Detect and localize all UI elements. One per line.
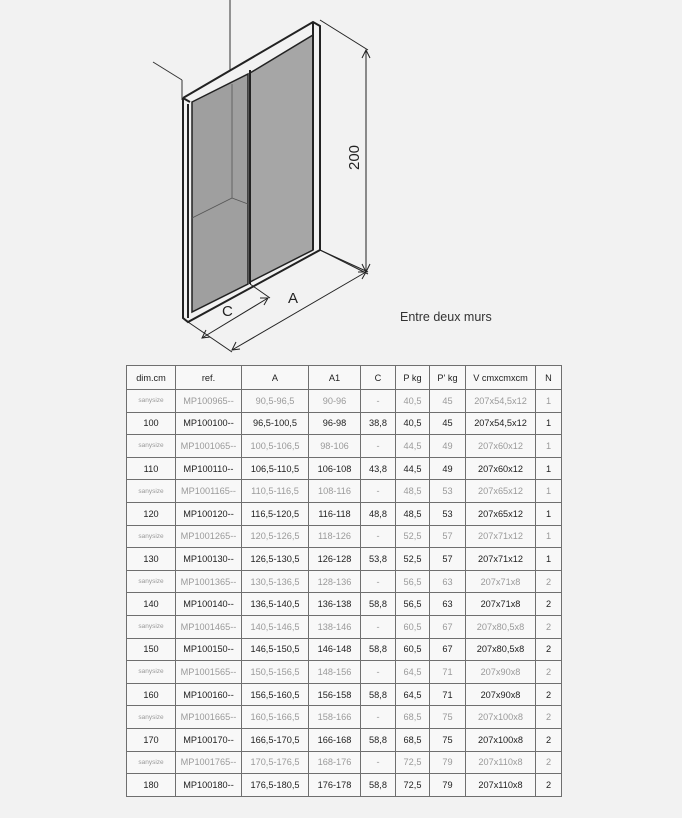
cell-p: 40,5 xyxy=(396,412,430,435)
cell-a1: 108-116 xyxy=(309,480,361,503)
label-c: C xyxy=(222,303,233,320)
cell-c: 43,8 xyxy=(361,457,396,480)
cell-a: 146,5-150,5 xyxy=(242,638,309,661)
table-row xyxy=(127,390,562,413)
cell-c: - xyxy=(361,706,396,729)
cell-a: 116,5-120,5 xyxy=(242,502,309,525)
cell-a1: 146-148 xyxy=(309,638,361,661)
cell-n: 1 xyxy=(536,457,562,480)
table-body xyxy=(127,390,562,797)
cell-a1: 158-166 xyxy=(309,706,361,729)
cell-pp: 75 xyxy=(430,728,466,751)
cell-dim: sanysize xyxy=(127,570,176,593)
cell-pp: 63 xyxy=(430,593,466,616)
cell-p: 44,5 xyxy=(396,457,430,480)
cell-p: 64,5 xyxy=(396,683,430,706)
cell-c: - xyxy=(361,480,396,503)
cell-a: 96,5-100,5 xyxy=(242,412,309,435)
table-row xyxy=(127,615,562,638)
cell-pp: 53 xyxy=(430,480,466,503)
header-n: N xyxy=(536,366,562,390)
cell-p: 56,5 xyxy=(396,593,430,616)
cell-n: 2 xyxy=(536,593,562,616)
cell-v: 207x71x12 xyxy=(466,548,536,571)
cell-c: 38,8 xyxy=(361,412,396,435)
table-header-row xyxy=(127,366,562,390)
cell-v: 207x71x8 xyxy=(466,593,536,616)
cell-a: 166,5-170,5 xyxy=(242,728,309,751)
table-row xyxy=(127,457,562,480)
table-row xyxy=(127,661,562,684)
cell-a1: 176-178 xyxy=(309,774,361,797)
cell-p: 68,5 xyxy=(396,728,430,751)
cell-p: 48,5 xyxy=(396,480,430,503)
cell-a1: 168-176 xyxy=(309,751,361,774)
cell-pp: 49 xyxy=(430,457,466,480)
cell-p: 68,5 xyxy=(396,706,430,729)
cell-c: 58,8 xyxy=(361,774,396,797)
cell-a: 140,5-146,5 xyxy=(242,615,309,638)
cell-ref: MP100110-- xyxy=(176,457,242,480)
cell-c: 58,8 xyxy=(361,683,396,706)
table-row xyxy=(127,548,562,571)
cell-ref: MP1001465-- xyxy=(176,615,242,638)
cell-ref: MP100150-- xyxy=(176,638,242,661)
cell-n: 2 xyxy=(536,661,562,684)
cell-p: 56,5 xyxy=(396,570,430,593)
cell-a: 170,5-176,5 xyxy=(242,751,309,774)
cell-n: 2 xyxy=(536,728,562,751)
cell-dim: 120 xyxy=(127,502,176,525)
cell-a: 126,5-130,5 xyxy=(242,548,309,571)
cell-dim: 150 xyxy=(127,638,176,661)
cell-v: 207x65x12 xyxy=(466,502,536,525)
cell-ref: MP1001665-- xyxy=(176,706,242,729)
cell-ref: MP100120-- xyxy=(176,502,242,525)
cell-a: 136,5-140,5 xyxy=(242,593,309,616)
cell-ref: MP1001165-- xyxy=(176,480,242,503)
cell-pp: 45 xyxy=(430,412,466,435)
cell-v: 207x60x12 xyxy=(466,435,536,458)
cell-ref: MP1001265-- xyxy=(176,525,242,548)
table-row xyxy=(127,751,562,774)
cell-v: 207x90x8 xyxy=(466,683,536,706)
cell-v: 207x80,5x8 xyxy=(466,615,536,638)
cell-pp: 75 xyxy=(430,706,466,729)
cell-c: 48,8 xyxy=(361,502,396,525)
cell-a1: 166-168 xyxy=(309,728,361,751)
cell-pp: 67 xyxy=(430,638,466,661)
cell-n: 1 xyxy=(536,390,562,413)
cell-v: 207x65x12 xyxy=(466,480,536,503)
cell-a1: 118-126 xyxy=(309,525,361,548)
table-row xyxy=(127,638,562,661)
cell-dim: 170 xyxy=(127,728,176,751)
glass-panel-sliding xyxy=(250,35,313,282)
cell-p: 72,5 xyxy=(396,751,430,774)
cell-a1: 90-96 xyxy=(309,390,361,413)
table-row xyxy=(127,706,562,729)
cell-v: 207x60x12 xyxy=(466,457,536,480)
cell-v: 207x54,5x12 xyxy=(466,412,536,435)
cell-c: 58,8 xyxy=(361,638,396,661)
cell-dim: 180 xyxy=(127,774,176,797)
cell-ref: MP100160-- xyxy=(176,683,242,706)
cell-p: 40,5 xyxy=(396,390,430,413)
cell-dim: sanysize xyxy=(127,706,176,729)
cell-a1: 138-146 xyxy=(309,615,361,638)
cell-pp: 45 xyxy=(430,390,466,413)
table-row xyxy=(127,502,562,525)
cell-a: 160,5-166,5 xyxy=(242,706,309,729)
cell-v: 207x90x8 xyxy=(466,661,536,684)
table-row xyxy=(127,412,562,435)
cell-c: 58,8 xyxy=(361,593,396,616)
cell-p: 60,5 xyxy=(396,615,430,638)
cell-v: 207x54,5x12 xyxy=(466,390,536,413)
header-a1: A1 xyxy=(309,366,361,390)
cell-p: 60,5 xyxy=(396,638,430,661)
cell-pp: 67 xyxy=(430,615,466,638)
cell-v: 207x100x8 xyxy=(466,728,536,751)
cell-p: 44,5 xyxy=(396,435,430,458)
cell-a: 100,5-106,5 xyxy=(242,435,309,458)
cell-c: - xyxy=(361,435,396,458)
cell-a: 110,5-116,5 xyxy=(242,480,309,503)
cell-a1: 98-106 xyxy=(309,435,361,458)
cell-a: 106,5-110,5 xyxy=(242,457,309,480)
cell-n: 2 xyxy=(536,751,562,774)
cell-n: 1 xyxy=(536,480,562,503)
cell-pp: 63 xyxy=(430,570,466,593)
cell-a1: 148-156 xyxy=(309,661,361,684)
cell-p: 48,5 xyxy=(396,502,430,525)
cell-dim: 110 xyxy=(127,457,176,480)
cell-pp: 79 xyxy=(430,751,466,774)
cell-ref: MP1001065-- xyxy=(176,435,242,458)
cell-n: 1 xyxy=(536,525,562,548)
cell-p: 52,5 xyxy=(396,525,430,548)
cell-a1: 116-118 xyxy=(309,502,361,525)
cell-n: 2 xyxy=(536,615,562,638)
header-pp: P' kg xyxy=(430,366,466,390)
cell-pp: 71 xyxy=(430,661,466,684)
table-row xyxy=(127,728,562,751)
cell-n: 2 xyxy=(536,638,562,661)
label-a: A xyxy=(288,290,299,307)
installation-caption: Entre deux murs xyxy=(400,310,492,324)
cell-v: 207x100x8 xyxy=(466,706,536,729)
cell-ref: MP100170-- xyxy=(176,728,242,751)
cell-n: 2 xyxy=(536,570,562,593)
cell-dim: 160 xyxy=(127,683,176,706)
cell-ref: MP1001365-- xyxy=(176,570,242,593)
cell-a: 176,5-180,5 xyxy=(242,774,309,797)
cell-v: 207x71x12 xyxy=(466,525,536,548)
cell-v: 207x71x8 xyxy=(466,570,536,593)
cell-c: - xyxy=(361,661,396,684)
table-row xyxy=(127,570,562,593)
cell-c: - xyxy=(361,751,396,774)
cell-a: 90,5-96,5 xyxy=(242,390,309,413)
wall-outline xyxy=(153,0,230,100)
cell-n: 1 xyxy=(536,435,562,458)
header-a: A xyxy=(242,366,309,390)
cell-n: 2 xyxy=(536,683,562,706)
cell-v: 207x110x8 xyxy=(466,751,536,774)
cell-p: 64,5 xyxy=(396,661,430,684)
cell-a1: 126-128 xyxy=(309,548,361,571)
cell-pp: 71 xyxy=(430,683,466,706)
cell-a1: 128-136 xyxy=(309,570,361,593)
cell-ref: MP100965-- xyxy=(176,390,242,413)
cell-dim: sanysize xyxy=(127,435,176,458)
cell-ref: MP100140-- xyxy=(176,593,242,616)
cell-pp: 49 xyxy=(430,435,466,458)
header-v: V cmxcmxcm xyxy=(466,366,536,390)
cell-pp: 53 xyxy=(430,502,466,525)
cell-dim: 140 xyxy=(127,593,176,616)
cell-ref: MP1001765-- xyxy=(176,751,242,774)
cell-ref: MP100180-- xyxy=(176,774,242,797)
cell-ref: MP100130-- xyxy=(176,548,242,571)
cell-c: 53,8 xyxy=(361,548,396,571)
cell-dim: sanysize xyxy=(127,751,176,774)
cell-a1: 96-98 xyxy=(309,412,361,435)
cell-c: - xyxy=(361,570,396,593)
header-c: C xyxy=(361,366,396,390)
cell-n: 1 xyxy=(536,502,562,525)
cell-a1: 156-158 xyxy=(309,683,361,706)
table-row xyxy=(127,774,562,797)
shower-door-diagram xyxy=(0,0,682,360)
cell-dim: 100 xyxy=(127,412,176,435)
header-ref: ref. xyxy=(176,366,242,390)
cell-a: 120,5-126,5 xyxy=(242,525,309,548)
cell-a1: 106-108 xyxy=(309,457,361,480)
cell-dim: 130 xyxy=(127,548,176,571)
cell-pp: 57 xyxy=(430,525,466,548)
cell-pp: 57 xyxy=(430,548,466,571)
cell-c: - xyxy=(361,525,396,548)
cell-pp: 79 xyxy=(430,774,466,797)
cell-v: 207x110x8 xyxy=(466,774,536,797)
cell-ref: MP100100-- xyxy=(176,412,242,435)
height-label: 200 xyxy=(346,144,363,170)
cell-n: 1 xyxy=(536,548,562,571)
cell-a: 156,5-160,5 xyxy=(242,683,309,706)
table-row xyxy=(127,683,562,706)
cell-n: 1 xyxy=(536,412,562,435)
header-dim: dim.cm xyxy=(127,366,176,390)
cell-n: 2 xyxy=(536,774,562,797)
cell-dim: sanysize xyxy=(127,615,176,638)
glass-panel-fixed xyxy=(192,74,248,312)
cell-dim: sanysize xyxy=(127,390,176,413)
table-row xyxy=(127,435,562,458)
table-row xyxy=(127,593,562,616)
cell-a: 130,5-136,5 xyxy=(242,570,309,593)
spec-table xyxy=(126,365,562,797)
cell-c: 58,8 xyxy=(361,728,396,751)
cell-dim: sanysize xyxy=(127,525,176,548)
cell-ref: MP1001565-- xyxy=(176,661,242,684)
cell-v: 207x80,5x8 xyxy=(466,638,536,661)
cell-a: 150,5-156,5 xyxy=(242,661,309,684)
cell-dim: sanysize xyxy=(127,480,176,503)
header-p: P kg xyxy=(396,366,430,390)
cell-n: 2 xyxy=(536,706,562,729)
table-row xyxy=(127,525,562,548)
cell-a1: 136-138 xyxy=(309,593,361,616)
cell-dim: sanysize xyxy=(127,661,176,684)
cell-p: 52,5 xyxy=(396,548,430,571)
cell-p: 72,5 xyxy=(396,774,430,797)
cell-c: - xyxy=(361,390,396,413)
table-row xyxy=(127,480,562,503)
cell-c: - xyxy=(361,615,396,638)
